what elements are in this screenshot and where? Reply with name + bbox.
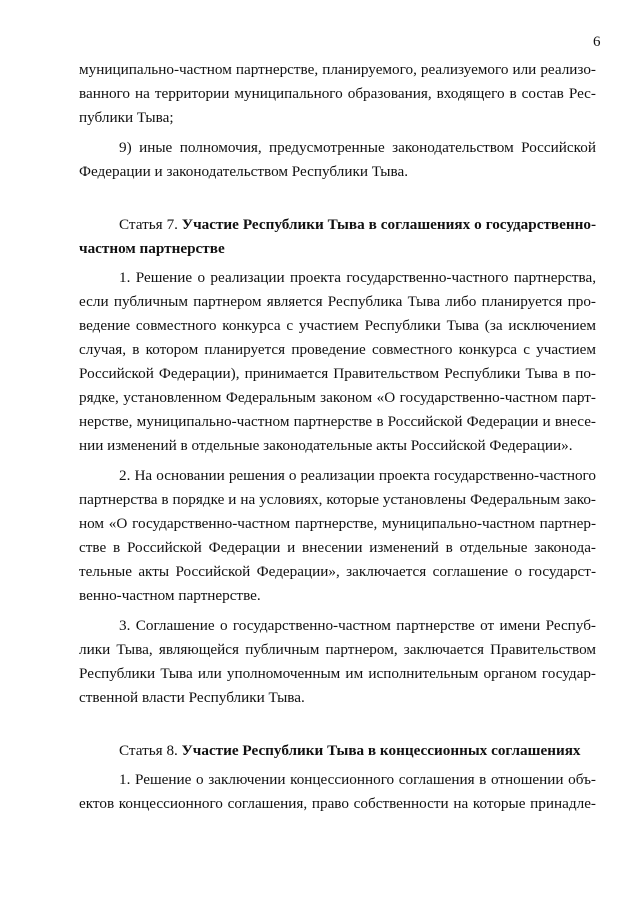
article-7-prefix: Статья 7. [119, 216, 178, 233]
text-line: ведение совместного конкурса с участием Республики Тыва (за исключением [79, 317, 596, 334]
text-line: публики Тыва; [79, 109, 174, 126]
article-8-prefix: Статья 8. [119, 742, 178, 759]
text-line: ном «О государственно-частном партнерстве, муниципально-частном партнер- [79, 515, 596, 532]
article-7-heading-cont [79, 237, 596, 261]
text-line: если публичным партнером является Республика Тыва либо планируется про- [79, 293, 596, 310]
text-line: Республики Тыва или уполномоченным им исполнительным органом государ- [79, 665, 596, 682]
article-8-title: Участие Республики Тыва в концессионных соглашениях [181, 742, 581, 759]
text-line: муниципально-частном партнерстве, планируемого, реализуемого или реализо- [79, 61, 596, 78]
text-line: лики Тыва, являющейся публичным партнером, заключается Правительством [79, 641, 596, 658]
text-line: Федерации и законодательством Республики Тыва. [79, 163, 409, 180]
text-line: случая, в котором планируется проведение совместного конкурса с участием [79, 341, 596, 358]
text-line: тельные акты Российской Федерации», заключается соглашение о государст- [79, 563, 596, 580]
page-number: 6 [593, 34, 601, 50]
article-7-heading [119, 213, 596, 237]
text-line: стве в Российской Федерации и внесении изменений в отдельные законода- [79, 539, 596, 556]
text-line: нерстве, муниципально-частном партнерстве в Российской Федерации и внесе- [79, 413, 596, 430]
text-line: 1. Решение о реализации проекта государственно-частного партнерства, [119, 269, 596, 286]
text-line: 2. На основании решения о реализации проекта государственно-частного [119, 467, 596, 484]
article-7-title-cont: частном партнерстве [79, 240, 225, 257]
text-line: ственной власти Республики Тыва. [79, 689, 305, 706]
text-line: партнерства в порядке и на условиях, которые установлены Федеральным зако- [79, 491, 596, 508]
text-line: Российской Федерации), принимается Правительством Республики Тыва в по- [79, 365, 596, 382]
text-line: 3. Соглашение о государственно-частном партнерстве от имени Респуб- [119, 617, 596, 634]
text-line: нии изменений в отдельные законодательные акты Российской Федерации». [79, 437, 573, 454]
text-line: ектов концессионного соглашения, право собственности на которые принадле- [79, 795, 596, 812]
text-line: рядке, установленном Федеральным законом «О государственно-частном парт- [79, 389, 596, 406]
text-line: 9) иные полномочия, предусмотренные законодательством Российской [119, 139, 596, 156]
article-7-title: Участие Республики Тыва в соглашениях о государственно- [181, 216, 596, 233]
text-line: ванного на территории муниципального образования, входящего в состав Рес- [79, 85, 596, 102]
article-8-heading [119, 739, 596, 763]
text-line: венно-частном партнерстве. [79, 587, 261, 604]
text-line: 1. Решение о заключении концессионного соглашения в отношении объ- [119, 771, 596, 788]
